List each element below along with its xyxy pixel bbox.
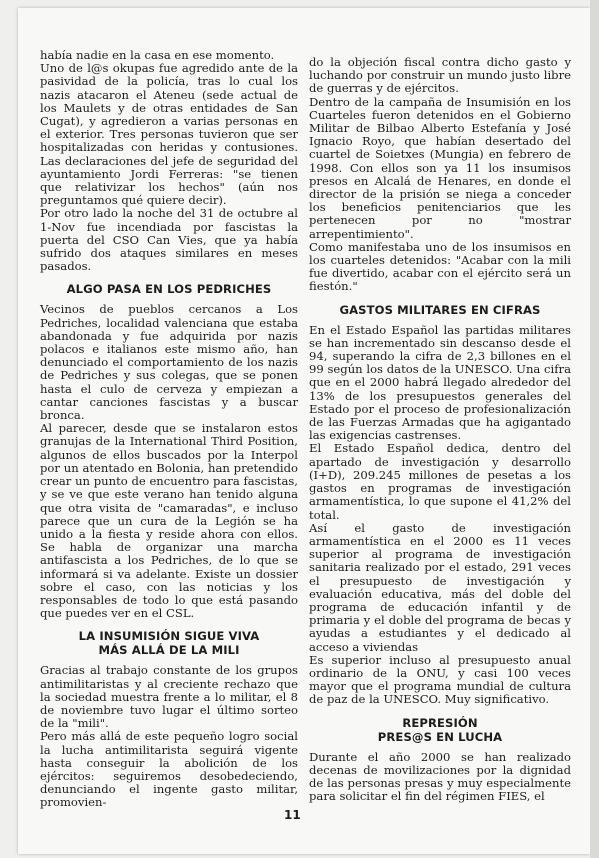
paragraph: Por otro lado la noche del 31 de octubre al 1-Nov fue incendiada por fascistas la puerta del CSO Can Vies, que ya había sufrido dos ataques similares en meses pasados. bbox=[40, 206, 298, 274]
heading-line: PRES@S EN LUCHA bbox=[377, 729, 503, 744]
paragraph: Al parecer, desde que se instalaron estos granujas de la International Third Position, algunos de ellos buscados por la Interpol por un atentado en Bolonia, han pretendido crear un punto de encuentro para fascistas, y se ve que este verano han tenido alguna que otra visita de "camaradas", e incluso parece que un cura de la Legión se ha unido a la fiesta y reside ahora con ellos. Se habla de organizar una marcha antifascista a los Pedriches, de lo que se informará si va adelante. Existe un dossier sobre el caso, con las noticias y los responsables de todo lo que está pasando que puedes ver en el CSL. bbox=[40, 421, 298, 621]
left-column bbox=[40, 49, 298, 810]
paragraph: Durante el año 2000 se han realizado decenas de movilizaciones por la dignidad de las personas presas y muy especialmente para solicitar el fin del régimen FIES, el bbox=[309, 749, 571, 804]
heading-line: MÁS ALLÁ DE LA MILI bbox=[98, 643, 240, 658]
right-column bbox=[309, 56, 571, 803]
section-heading-represion bbox=[309, 716, 571, 744]
paragraph: había nadie en la casa en ese momento. bbox=[40, 48, 275, 62]
heading-line: LA INSUMISIÓN SIGUE VIVA bbox=[78, 629, 260, 644]
section-heading-pedriches: ALGO PASA EN LOS PEDRICHES bbox=[66, 282, 272, 297]
paragraph: Vecinos de pueblos cercanos a Los Pedriches, localidad valenciana que estaba abandonada y fue adquirida por nazis polacos e italianos este mismo año, han denunciado el comportamiento de los nazis de Pedriches y sus colegas, que se ponen hasta el culo de cerveza y empiezan a cantar canciones fascistas y a buscar bronca. bbox=[40, 302, 298, 423]
paragraph: Es superior incluso al presupuesto anual ordinario de la ONU, y casi 100 veces mayor que el programa mundial de cultura de paz de la UNESCO. Muy significativo. bbox=[309, 652, 571, 707]
paragraph: Gracias al trabajo constante de los grupos antimilitaristas y al creciente rechazo que la sociedad muestra frente a lo militar, el 8 de noviembre tuvo lugar el último sorteo de la "mili". bbox=[40, 663, 298, 731]
paragraph: Pero más allá de este pequeño logro social la lucha antimilitarista seguirá vigente hasta conseguir la abolición de los ejércitos: seguiremos desobedeciendo, denunciando el ingente gasto militar, promovien- bbox=[40, 729, 298, 810]
paragraph: do la objeción fiscal contra dicho gasto y luchando por construir un mundo justo libre de guerras y de ejércitos. bbox=[309, 55, 571, 96]
section-heading-gastos: GASTOS MILITARES EN CIFRAS bbox=[339, 302, 541, 317]
paragraph: El Estado Español dedica, dentro del apartado de investigación y desarrollo (I+D), 209.245 millones de pesetas a los gastos en programas de investigación armamentística, lo que supone el 41,2% del total. bbox=[309, 441, 571, 522]
section-heading-insumision bbox=[40, 629, 298, 657]
paragraph: Como manifestaba uno de los insumisos en los cuarteles detenidos: "Acabar con la mili fue divertido, acabar con el ejército será un fiestón." bbox=[309, 239, 571, 294]
heading-line: REPRESIÓN bbox=[402, 715, 478, 730]
paragraph: En el Estado Español las partidas militares se han incrementado sin descanso desde el 94, superando la cifra de 2,3 billones en el 99 según los datos de la UNESCO. Una cifra que en el 2000 habrá llegado alrededor del 13% de los presupuestos generales del Estado por el proceso de profesionalización de las Fuerzas Armadas que ha agigantado las exigencias castrenses. bbox=[309, 322, 571, 443]
paragraph: Uno de l@s okupas fue agredido ante de la pasividad de la policía, tras lo cual los nazis atacaron el Ateneu (sede actual de los Maulets y de otras entidades de San Cugat), y agredieron a varias personas en el exterior. Tres personas tuvieron que ser hospitalizadas con heridas y contusiones. Las declaraciones del jefe de seguridad del ayuntamiento Jordi Ferreras: "se tienen que relativizar los hechos" (aún nos preguntamos qué quiere decir). bbox=[40, 61, 298, 208]
paragraph: Así el gasto de investigación armamentística en el 2000 es 11 veces superior al programa de investigación sanitaria realizado por el estado, 291 veces el presupuesto de investigación y evaluación educativa, más del doble del programa de educación infantil y de primaria y el doble del programa de becas y ayudas a estudiantes y el dedicado al acceso a viviendas bbox=[309, 520, 571, 654]
page-number: 11 bbox=[284, 808, 301, 822]
paragraph: Dentro de la campaña de Insumisión en los Cuarteles fueron detenidos en el Gobierno Militar de Bilbao Alberto Estefanía y José Ignacio Royo, que habían desertado del cuartel de Soietxes (Mungia) en febrero de 1998. Con ellos son ya 11 los insumisos presos en Alcalá de Henares, en donde el director de la prisión se niega a conceder los beneficios penitenciarios que les pertenecen por no "mostrar arrepentimiento". bbox=[309, 94, 571, 241]
next-page-edge bbox=[590, 0, 599, 858]
